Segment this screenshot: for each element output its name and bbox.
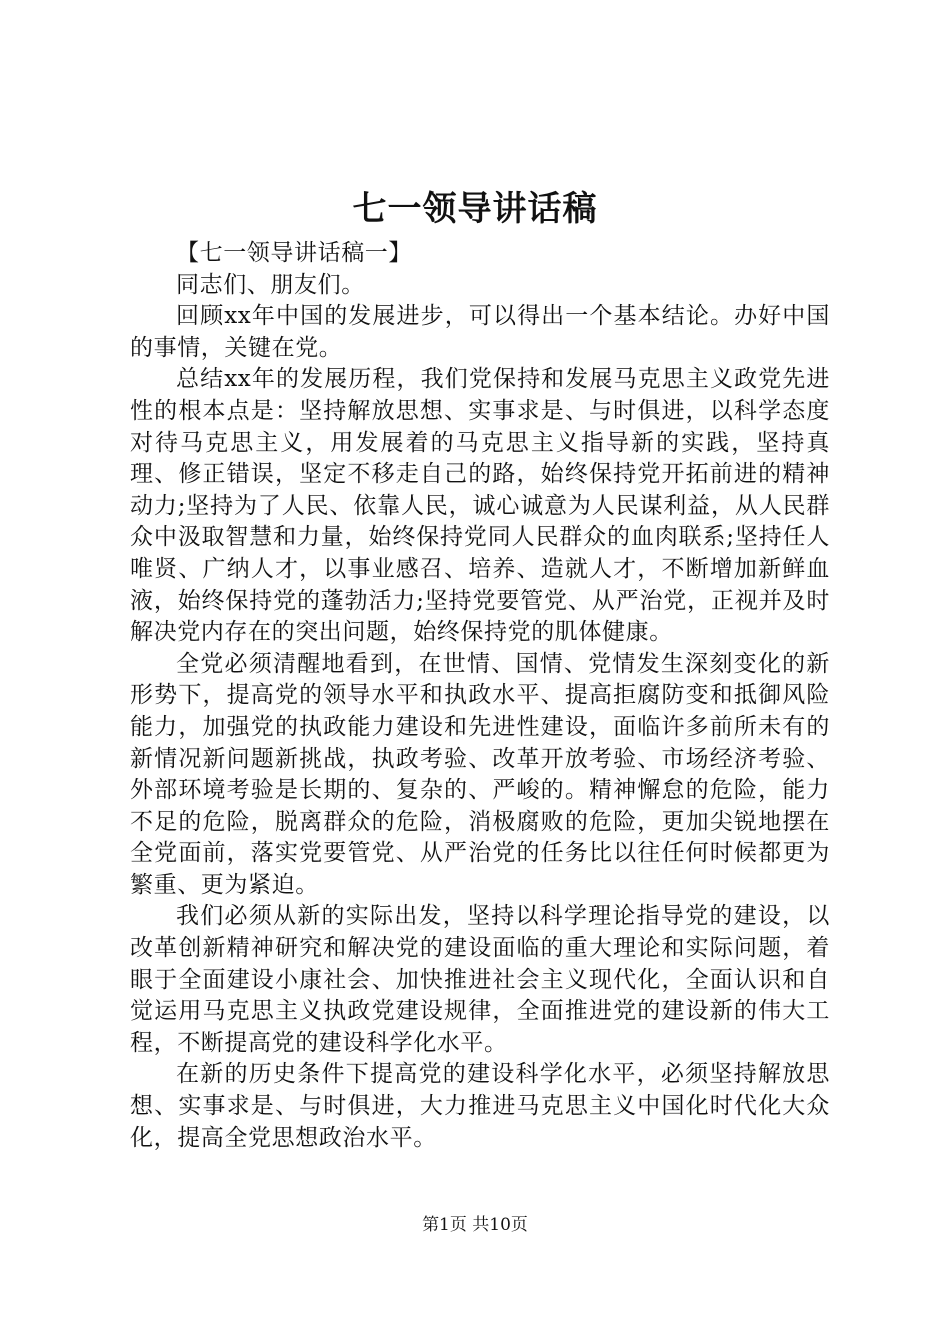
document-body bbox=[130, 238, 830, 1154]
page-footer: 第1页 共10页 bbox=[422, 1215, 528, 1235]
document-title: 七一领导讲话稿 bbox=[352, 189, 598, 229]
paragraph: 全党必须清醒地看到，在世情、国情、党情发生深刻变化的新形势下，提高党的领导水平和执政水平、提高拒腐防变和抵御风险能力，加强党的执政能力建设和先进性建设，面临许多前所未有的新情况新问题新挑战，执政考验、改革开放考验、市场经济考验、外部环境考验是长期的、复杂的、严峻的。精神懈怠的危险，能力不足的危险，脱离群众的危险，消极腐败的危险，更加尖锐地摆在全党面前，落实党要管党、从严治党的任务比以往任何时候都更为繁重、更为紧迫。 bbox=[130, 650, 830, 898]
paragraph: 在新的历史条件下提高党的建设科学化水平，必须坚持解放思想、实事求是、与时俱进，大力推进马克思主义中国化时代化大众化，提高全党思想政治水平。 bbox=[130, 1061, 830, 1151]
paragraph: 总结xx年的发展历程，我们党保持和发展马克思主义政党先进性的根本点是：坚持解放思想、实事求是、与时俱进，以科学态度对待马克思主义，用发展着的马克思主义指导新的实践，坚持真理、修正错误，坚定不移走自己的路，始终保持党开拓前进的精神动力;坚持为了人民、依靠人民，诚心诚意为人民谋利益，从人民群众中汲取智慧和力量，始终保持党同人民群众的血肉联系;坚持任人唯贤、广纳人才，以事业感召、培养、造就人才，不断增加新鲜血液，始终保持党的蓬勃活力;坚持党要管党、从严治党，正视并及时解决党内存在的突出问题，始终保持党的肌体健康。 bbox=[130, 366, 830, 646]
section-heading: 【七一领导讲话稿一】 bbox=[176, 240, 412, 266]
paragraph: 回顾xx年中国的发展进步，可以得出一个基本结论。办好中国的事情，关键在党。 bbox=[130, 303, 830, 361]
paragraph: 同志们、朋友们。 bbox=[176, 271, 365, 298]
paragraph: 我们必须从新的实际出发，坚持以科学理论指导党的建设，以改革创新精神研究和解决党的建设面临的重大理论和实际问题，着眼于全面建设小康社会、加快推进社会主义现代化，全面认识和自觉运用马克思主义执政党建设规律，全面推进党的建设新的伟大工程，不断提高党的建设科学化水平。 bbox=[130, 903, 830, 1056]
